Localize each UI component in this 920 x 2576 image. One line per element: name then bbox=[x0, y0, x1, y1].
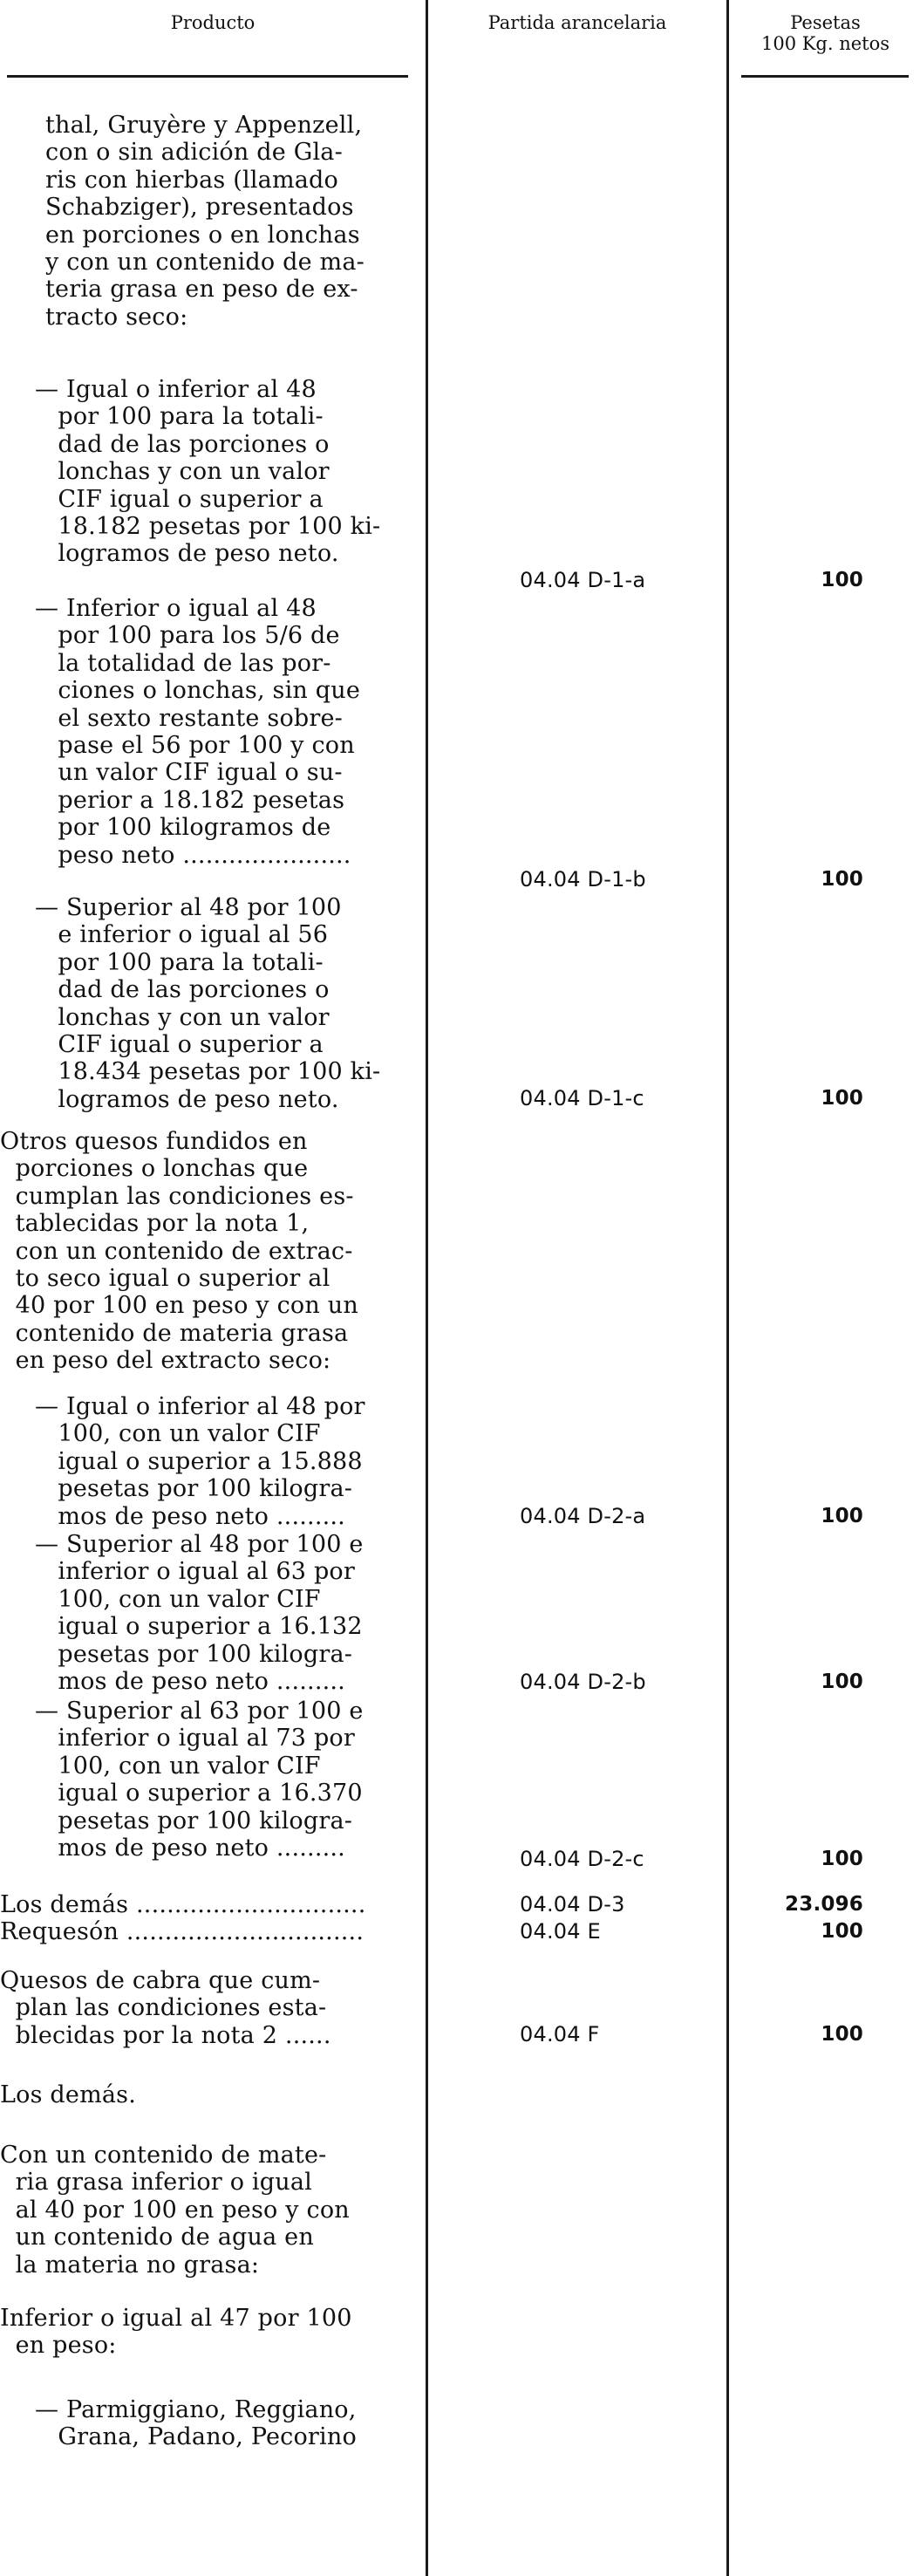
product-text: — Superior al 63 por 100 e inferior o igual al 73 por 100, con un valor CIF igual o superior a 16.370 pesetas por 100 kilogra- mos de peso neto ......... bbox=[35, 1698, 364, 1862]
product-text: Con un contenido de mate- ria grasa inferior o igual al 40 por 100 en peso y con un contenido de agua en la materia no grasa: bbox=[0, 2142, 350, 2279]
pesetas-value: 100 bbox=[821, 868, 863, 891]
header-pesetas bbox=[731, 12, 920, 54]
header-rule-producto bbox=[7, 75, 408, 78]
pesetas-value: 23.096 bbox=[785, 1893, 863, 1916]
product-text: Otros quesos fundidos en porciones o lonchas que cumplan las condiciones es- tablecidas por la nota 1, con un contenido de extrac- to seco igual o superior al 40 por 100 en peso y con un contenido de materia grasa en peso del extracto seco: bbox=[0, 1128, 358, 1375]
product-text: Requesón ............................... bbox=[0, 1918, 365, 1945]
tariff-code: 04.04 F bbox=[520, 2022, 600, 2046]
product-text: Inferior o igual al 47 por 100 en peso: bbox=[0, 2305, 352, 2360]
product-text: Quesos de cabra que cum- plan las condiciones esta- blecidas por la nota 2 ...... bbox=[0, 1967, 331, 2049]
pesetas-value: 100 bbox=[821, 569, 863, 591]
tariff-code: 04.04 D-2-b bbox=[520, 1670, 646, 1694]
tariff-code: 04.04 D-1-a bbox=[520, 568, 646, 592]
pesetas-value: 100 bbox=[821, 1087, 863, 1110]
tariff-code: 04.04 D-2-c bbox=[520, 1847, 644, 1871]
product-text: — Igual o inferior al 48 por 100, con un valor CIF igual o superior a 15.888 pesetas por 100 kilogra- mos de peso neto ......... bbox=[35, 1393, 365, 1530]
header-pesetas-line2: 100 Kg. netos bbox=[760, 33, 890, 54]
product-text: Los demás. bbox=[0, 2081, 137, 2108]
tariff-code: 04.04 D-1-c bbox=[520, 1086, 644, 1110]
header-pesetas-line1: Pesetas bbox=[790, 12, 861, 33]
column-divider-left bbox=[426, 0, 428, 2576]
product-text: — Inferior o igual al 48 por 100 para los 5/6 de la totalidad de las por- ciones o lonchas, sin que el sexto restante sobre- pase el 56 por 100 y con un valor CIF igual o su- perior a 18.182 pesetas por 100 kilogramos de peso neto ...................... bbox=[35, 595, 361, 869]
pesetas-value: 100 bbox=[821, 1920, 863, 1943]
pesetas-value: 100 bbox=[821, 2023, 863, 2046]
header-rule-pesetas bbox=[741, 75, 909, 78]
tariff-code: 04.04 D-3 bbox=[520, 1892, 625, 1917]
pesetas-value: 100 bbox=[821, 1671, 863, 1693]
pesetas-value: 100 bbox=[821, 1505, 863, 1527]
tariff-code: 04.04 D-1-b bbox=[520, 867, 646, 892]
product-text: Los demás .............................. bbox=[0, 1891, 366, 1918]
product-text: — Igual o inferior al 48 por 100 para la totali- dad de las porciones o lonchas y con un valor CIF igual o superior a 18.182 pesetas por 100 ki- logramos de peso neto. bbox=[35, 376, 381, 568]
product-text: — Superior al 48 por 100 e inferior o igual al 63 por 100, con un valor CIF igual o superior a 16.132 pesetas por 100 kilogra- mos de peso neto ......... bbox=[35, 1531, 364, 1696]
tariff-code: 04.04 E bbox=[520, 1919, 601, 1944]
tariff-code: 04.04 D-2-a bbox=[520, 1504, 646, 1528]
column-divider-right bbox=[726, 0, 729, 2576]
product-text: — Parmiggiano, Reggiano, Grana, Padano, Pecorino bbox=[35, 2396, 357, 2451]
product-text: — Superior al 48 por 100 e inferior o igual al 56 por 100 para la totali- dad de las porciones o lonchas y con un valor CIF igual o superior a 18.434 pesetas por 100 ki- logramos de peso neto. bbox=[35, 894, 381, 1113]
header-partida-arancelaria: Partida arancelaria bbox=[487, 12, 667, 33]
header-producto: Producto bbox=[170, 12, 256, 33]
product-text: thal, Gruyère y Appenzell, con o sin adición de Gla- ris con hierbas (llamado Schabziger), presentados en porciones o en lonchas y con un contenido de ma- teria grasa en peso de ex- tracto seco: bbox=[45, 112, 365, 331]
pesetas-value: 100 bbox=[821, 1848, 863, 1870]
